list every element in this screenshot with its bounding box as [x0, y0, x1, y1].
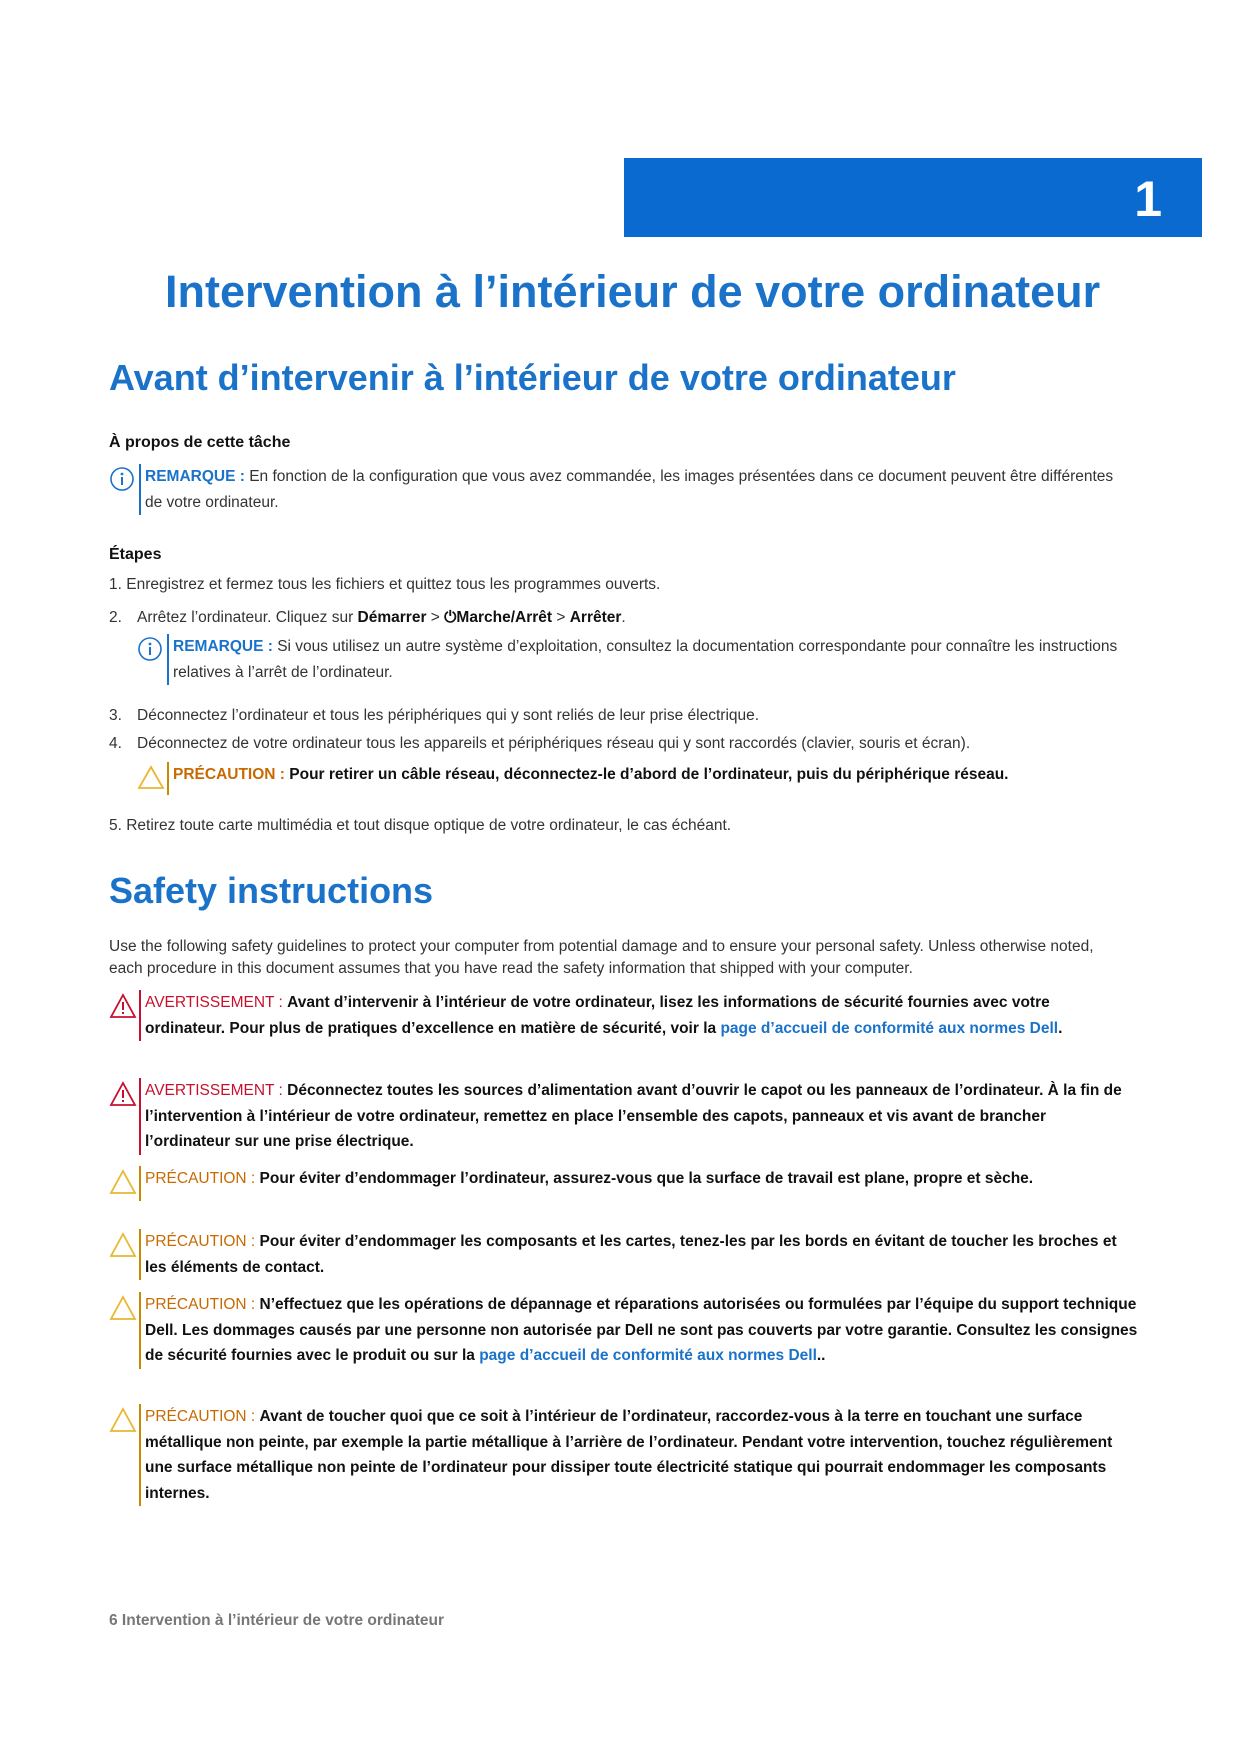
step-text: Arrêtez l’ordinateur. Cliquez sur: [137, 609, 358, 626]
power-icon: ⏻: [444, 609, 457, 626]
caution-2: [109, 1229, 1129, 1280]
caution-4: [109, 1404, 1139, 1506]
step-number: 3.: [109, 707, 122, 724]
caution-label: PRÉCAUTION :: [145, 1170, 256, 1187]
step-2: [109, 605, 626, 630]
warning-1: [109, 990, 1129, 1041]
caution-icon: [109, 1292, 139, 1369]
chapter-number-box: [624, 158, 1202, 237]
shutdown-label: Arrêter: [569, 609, 622, 626]
about-heading: À propos de cette tâche: [109, 434, 291, 451]
section-heading-safety: Safety instructions: [109, 870, 434, 911]
caution-label: PRÉCAUTION :: [173, 766, 285, 783]
caution-1: [109, 1166, 1129, 1201]
step-number: 2.: [109, 609, 122, 626]
note-text: Si vous utilisez un autre système d’exploitation, consultez la documentation correspondante pour connaître les instructions relatives à l’arrêt de l’ordinateur.: [173, 638, 1118, 681]
caution-text: Pour éviter d’endommager les composants et les cartes, tenez-les par les bords en évitant de toucher les broches et les éléments de contact.: [145, 1233, 1117, 1276]
note-os: [137, 634, 1132, 685]
warning-icon: [109, 1078, 139, 1155]
separator: >: [426, 609, 445, 626]
separator: >: [552, 609, 570, 626]
step-5: 5. Retirez toute carte multimédia et tout disque optique de votre ordinateur, le cas échéant.: [109, 817, 732, 834]
step-text: Déconnectez l’ordinateur et tous les périphériques qui y sont reliés de leur prise électrique.: [137, 707, 760, 724]
note-text: En fonction de la configuration que vous avez commandée, les images présentées dans ce document peuvent être différentes de votre ordinateur.: [145, 468, 1114, 511]
caution-icon: [109, 1404, 139, 1506]
chapter-number: 1: [1134, 171, 1162, 227]
note-label: REMARQUE :: [145, 468, 245, 485]
note-label: REMARQUE :: [173, 638, 273, 655]
caution-text: Avant de toucher quoi que ce soit à l’intérieur de l’ordinateur, raccordez-vous à la terre en touchant une surface métallique non peinte, par exemple la partie métallique à l’arrière de l’ordinateur. Pendant votre intervention, touchez régulièrement une surface métallique non peinte de l’ordinateur pour dissiper toute électricité statique qui pourrait endommager les composants internes.: [145, 1408, 1113, 1502]
section-heading-before: Avant d’intervenir à l’intérieur de votre ordinateur: [109, 357, 956, 398]
step-3: [109, 703, 759, 728]
page-footer: 6 Intervention à l’intérieur de votre ordinateur: [109, 1612, 445, 1629]
step-number: 4.: [109, 735, 122, 752]
caution-label: PRÉCAUTION :: [145, 1296, 256, 1313]
power-label: Marche/Arrêt: [456, 609, 553, 626]
caution-label: PRÉCAUTION :: [145, 1233, 256, 1250]
warning-end: .: [1058, 1019, 1063, 1037]
warning-label: AVERTISSEMENT :: [145, 1082, 283, 1099]
note-config: [109, 464, 1129, 515]
step-1: 1. Enregistrez et fermez tous les fichiers et quittez tous les programmes ouverts.: [109, 576, 661, 593]
caution-icon: [109, 1229, 139, 1280]
compliance-link[interactable]: page d’accueil de conformité aux normes Dell: [720, 1019, 1059, 1037]
caution-icon: [109, 1166, 139, 1201]
warning-text: Déconnectez toutes les sources d’alimentation avant d’ouvrir le capot ou les panneaux de l’ordinateur. À la fin de l’intervention à l’intérieur de votre ordinateur, remettez en place l’ensemble des capots, panneaux et vis avant de brancher l’ordinateur sur une prise électrique.: [145, 1082, 1122, 1150]
compliance-link[interactable]: page d’accueil de conformité aux normes Dell: [479, 1347, 817, 1364]
caution-3: [109, 1292, 1139, 1369]
warning-icon: [109, 990, 139, 1041]
caution-text: Pour retirer un câble réseau, déconnectez-le d’abord de l’ordinateur, puis du périphérique réseau.: [289, 766, 1009, 783]
caution-end: ..: [816, 1347, 826, 1364]
step-text: Déconnectez de votre ordinateur tous les appareils et périphériques réseau qui y sont raccordés (clavier, souris et écran).: [137, 735, 971, 752]
steps-heading: Étapes: [109, 546, 162, 563]
page-title: Intervention à l’intérieur de votre ordinateur: [165, 266, 1101, 317]
warning-text: Avant d’intervenir à l’intérieur de votre ordinateur, lisez les informations de sécurité fournies avec votre ordinateur. Pour plus de pratiques d’excellence en matière de sécurité, voir la: [145, 994, 1050, 1037]
caution-icon: [137, 762, 167, 795]
info-icon: [137, 634, 167, 685]
start-menu-label: Démarrer: [357, 609, 427, 626]
caution-text: N’effectuez que les opérations de dépannage et réparations autorisées ou formulées par l’équipe du support technique Dell. Les dommages causés par une personne non autorisée par Dell ne sont pas couverts par votre garantie. Consultez les consignes de sécurité fournies avec le produit ou sur la: [145, 1296, 1138, 1364]
step-4: [109, 731, 970, 756]
info-icon: [109, 464, 139, 515]
caution-label: PRÉCAUTION :: [145, 1408, 256, 1425]
warning-2: [109, 1078, 1129, 1155]
step-end: .: [621, 609, 626, 626]
caution-text: Pour éviter d’endommager l’ordinateur, assurez-vous que la surface de travail est plane, propre et sèche.: [259, 1170, 1034, 1187]
safety-intro: Use the following safety guidelines to protect your computer from potential damage and to ensure your personal safety. Unless otherwise noted, each procedure in this document assumes that you have read the safety information that shipped with your computer.: [109, 938, 1094, 977]
warning-label: AVERTISSEMENT :: [145, 994, 283, 1011]
caution-network: [137, 762, 1147, 795]
